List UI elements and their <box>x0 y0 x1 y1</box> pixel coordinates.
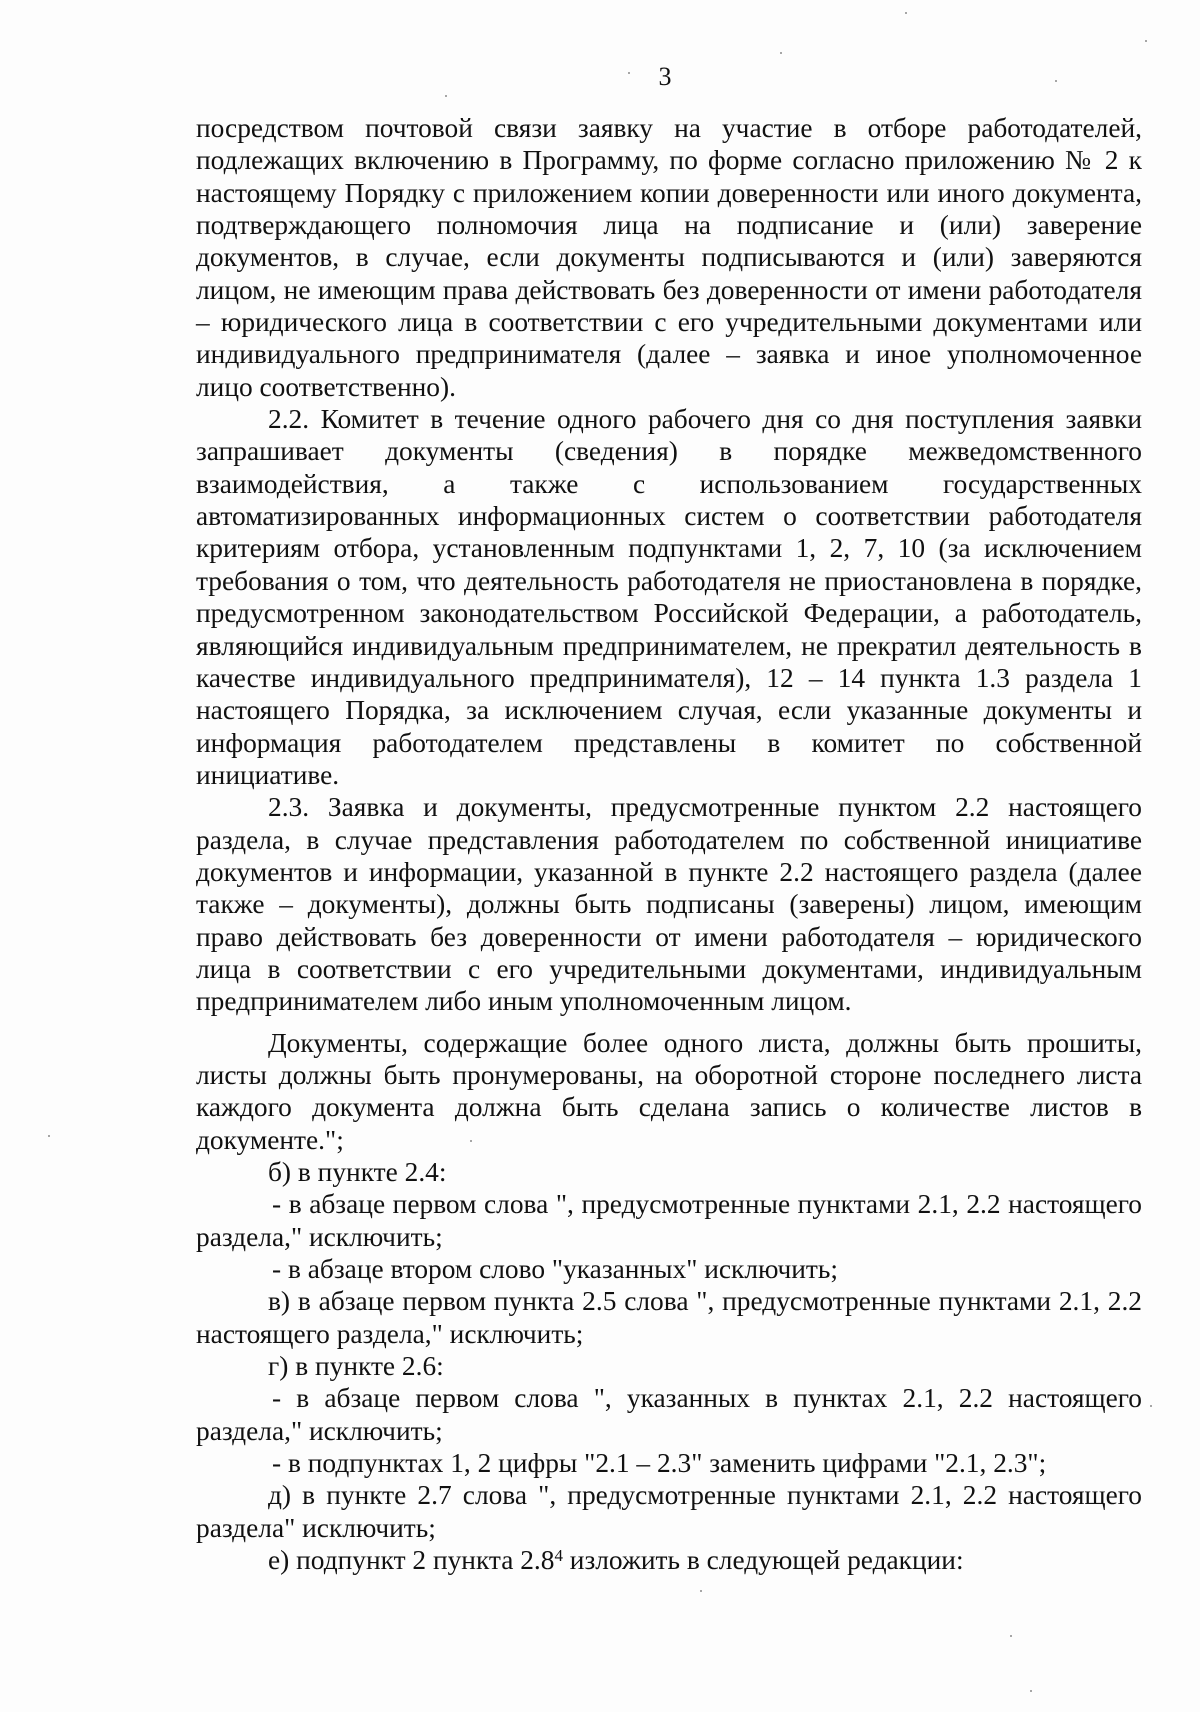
scan-speck <box>1010 1635 1012 1637</box>
page-number: 3 <box>658 62 672 91</box>
paragraph-item-g: г) в пункте 2.6: <box>268 1351 444 1382</box>
scan-speck <box>445 95 447 97</box>
paragraph-item-b: б) в пункте 2.4: <box>268 1157 447 1187</box>
paragraph-item-e-text: е) подпункт 2 пункта 2.8 <box>268 1545 555 1576</box>
paragraph-item-g-second: - в подпунктах 1, 2 цифры "2.1 – 2.3" заменить цифрами "2.1, 2.3"; <box>272 1448 1047 1479</box>
superscript-number: 4 <box>554 1546 563 1566</box>
scan-speck <box>1030 1690 1032 1692</box>
paragraph-item-b-second: - в абзаце втором слово "указанных" исключить; <box>272 1254 838 1285</box>
scan-speck <box>48 1135 50 1137</box>
paragraph-2-2: 2.2. Комитет в течение одного рабочего дня со дня поступления заявки запрашивает документы (сведения) в порядке межведомственного взаимодействия, а также с использованием государственных автоматизированных информационных систем о соответствии работодателя критериям отбора, установленным подпунктами 1, 2, 7, 10 (за исключением требования о том, что деятельность работодателя не приостановлена в порядке, предусмотренном законодательством Российской Федерации, а работодатель, являющийся индивидуальным предпринимателем, не прекратил деятельность в качестве индивидуального предпринимателя), 12 – 14 пункта 1.3 раздела 1 настоящего Порядка, за исключением случая, если указанные документы и информация работодателем представлены в комитет по собственной инициативе. <box>196 404 1142 790</box>
scan-speck <box>700 1590 702 1592</box>
paragraph-item-e <box>196 1544 1142 1576</box>
paragraph-item-v: в) в абзаце первом пункта 2.5 слова ", предусмотренные пунктами 2.1, 2.2 настоящего раздела," исключить; <box>196 1286 1142 1349</box>
scan-speck <box>1150 1405 1152 1407</box>
scan-speck <box>1055 80 1057 82</box>
paragraph-item-e-tail: изложить в следующей редакции: <box>562 1545 964 1576</box>
scan-speck <box>905 12 907 14</box>
paragraph-2-3: 2.3. Заявка и документы, предусмотренные пунктом 2.2 настоящего раздела, в случае представления работодателем по собственной инициативе документов и информации, указанной в пункте 2.2 настоящего раздела (далее также – документы), должны быть подписаны (заверены) лицом, имеющим право действовать без доверенности от имени работодателя – юридического лица в соответствии с его учредительными документами, индивидуальным предпринимателем либо иным уполномоченным лицом. <box>196 792 1142 1017</box>
scan-speck <box>1145 40 1147 42</box>
document-body <box>196 112 1142 1576</box>
scan-speck <box>628 72 630 74</box>
paragraph-item-g-first: - в абзаце первом слова ", указанных в пунктах 2.1, 2.2 настоящего раздела," исключить; <box>196 1383 1142 1446</box>
paragraph-item-b-first: - в абзаце первом слова ", предусмотренные пунктами 2.1, 2.2 настоящего раздела," исключить; <box>196 1189 1142 1252</box>
scan-speck <box>780 52 782 54</box>
scan-speck <box>470 1140 472 1142</box>
paragraph-continuation: посредством почтовой связи заявку на участие в отборе работодателей, подлежащих включению в Программу, по форме согласно приложению № 2 к настоящему Порядку с приложением копии доверенности или иного документа, подтверждающего полномочия лица на подписание и (или) заверение документов, в случае, если документы подписываются и (или) заверяются лицом, не имеющим права действовать без доверенности от имени работодателя – юридического лица в соответствии с его учредительными документами или индивидуального предпринимателя (далее – заявка и иное уполномоченное лицо соответственно). <box>196 113 1142 402</box>
paragraph-documents-binding: Документы, содержащие более одного листа, должны быть прошиты, листы должны быть пронумерованы, на оборотной стороне последнего листа каждого документа должна быть сделана запись о количестве листов в документе."; <box>196 1027 1142 1155</box>
paragraph-item-d: д) в пункте 2.7 слова ", предусмотренные пунктами 2.1, 2.2 настоящего раздела" исключить; <box>196 1480 1142 1543</box>
